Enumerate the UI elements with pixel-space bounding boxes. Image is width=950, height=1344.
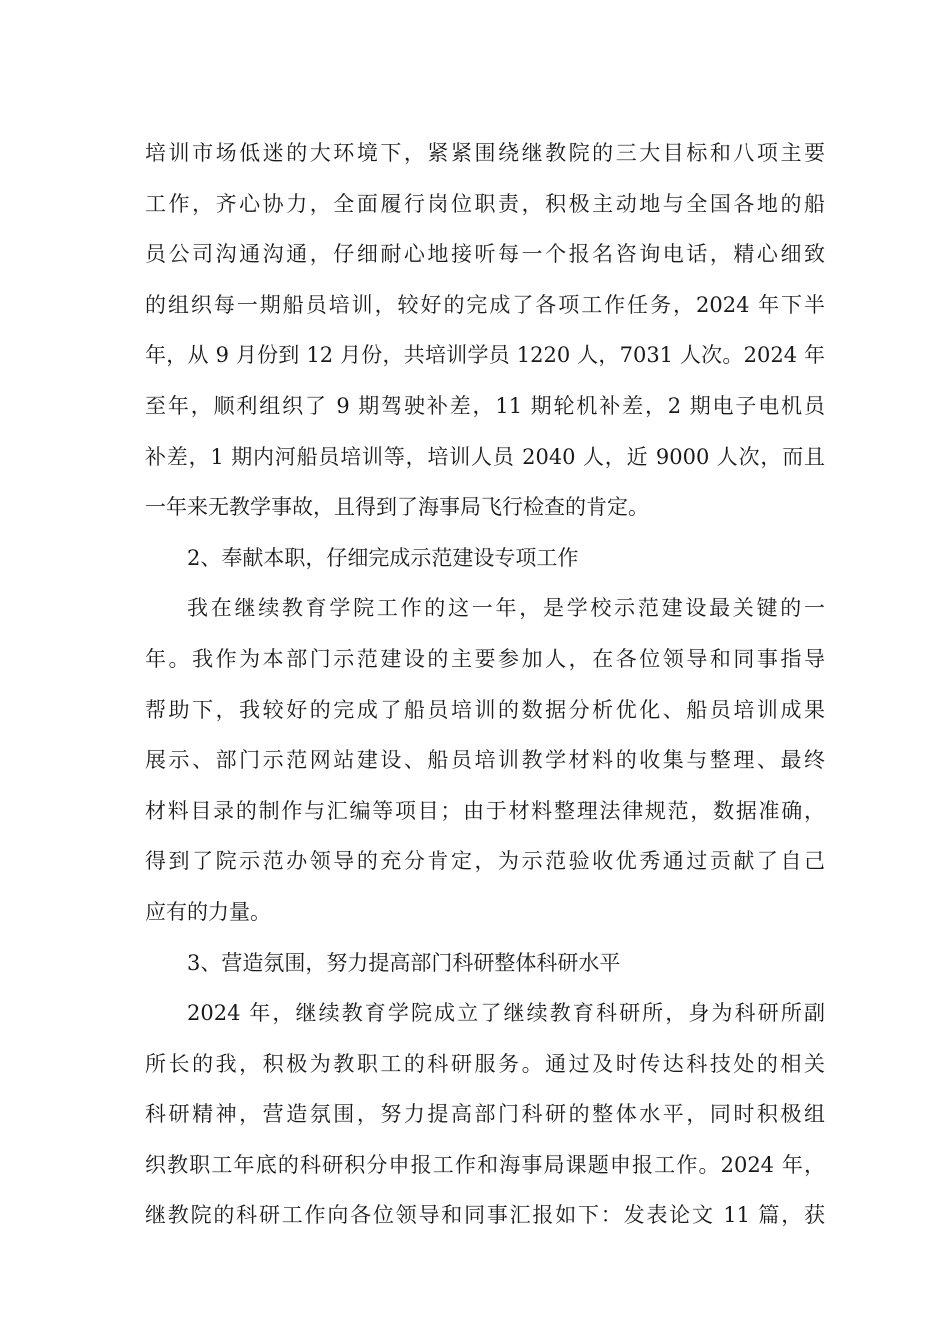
text-line: 一年来无教学事故，且得到了海事局飞行检查的肯定。 <box>145 495 649 520</box>
text-line: 所长的我，积极为教职工的科研服务。通过及时传达科技处的相关 <box>145 1051 825 1076</box>
text-line: 员公司沟通沟通，仔细耐心地接听每一个报名咨询电话，精心细致 <box>145 242 825 267</box>
text-line: 织教职工年底的科研积分申报工作和海事局课题申报工作。2024 年， <box>145 1152 825 1177</box>
section-heading: 2、奉献本职，仔细完成示范建设专项工作 <box>187 545 579 570</box>
section-heading: 3、营造氛围，努力提高部门科研整体科研水平 <box>187 950 621 975</box>
text-line: 继教院的科研工作向各位领导和同事汇报如下：发表论文 11 篇，获 <box>145 1203 825 1228</box>
text-line: 培训市场低迷的大环境下，紧紧围绕继教院的三大目标和八项主要 <box>145 141 825 165</box>
text-line: 年。我作为本部门示范建设的主要参加人，在各位领导和同事指导 <box>145 646 825 671</box>
text-line: 年，从 9 月份到 12 月份，共培训学员 1220 人，7031 人次。2024 年 <box>145 343 825 368</box>
text-line: 帮助下，我较好的完成了船员培训的数据分析优化、船员培训成果 <box>145 697 825 722</box>
text-line: 的组织每一期船员培训，较好的完成了各项工作任务，2024 年下半 <box>145 292 825 317</box>
document-body <box>145 128 825 1241</box>
text-line: 工作，齐心协力，全面履行岗位职责，积极主动地与全国各地的船 <box>145 191 825 216</box>
text-line: 展示、部门示范网站建设、船员培训教学材料的收集与整理、最终 <box>145 748 825 773</box>
text-line: 补差，1 期内河船员培训等，培训人员 2040 人，近 9000 人次，而且 <box>145 444 825 469</box>
text-line: 至年，顺利组织了 9 期驾驶补差，11 期轮机补差，2 期电子电机员 <box>145 393 825 418</box>
paragraph-first-line: 2024 年，继续教育学院成立了继续教育科研所，身为科研所副 <box>187 1001 825 1026</box>
text-line: 科研精神，营造氛围，努力提高部门科研的整体水平，同时积极组 <box>145 1102 825 1127</box>
text-line: 材料目录的制作与汇编等项目；由于材料整理法律规范，数据准确， <box>145 798 825 823</box>
text-line: 得到了院示范办领导的充分肯定，为示范验收优秀通过贡献了自己 <box>145 849 825 874</box>
text-line: 应有的力量。 <box>145 899 271 924</box>
paragraph-first-line: 我在继续教育学院工作的这一年，是学校示范建设最关键的一 <box>187 596 825 621</box>
